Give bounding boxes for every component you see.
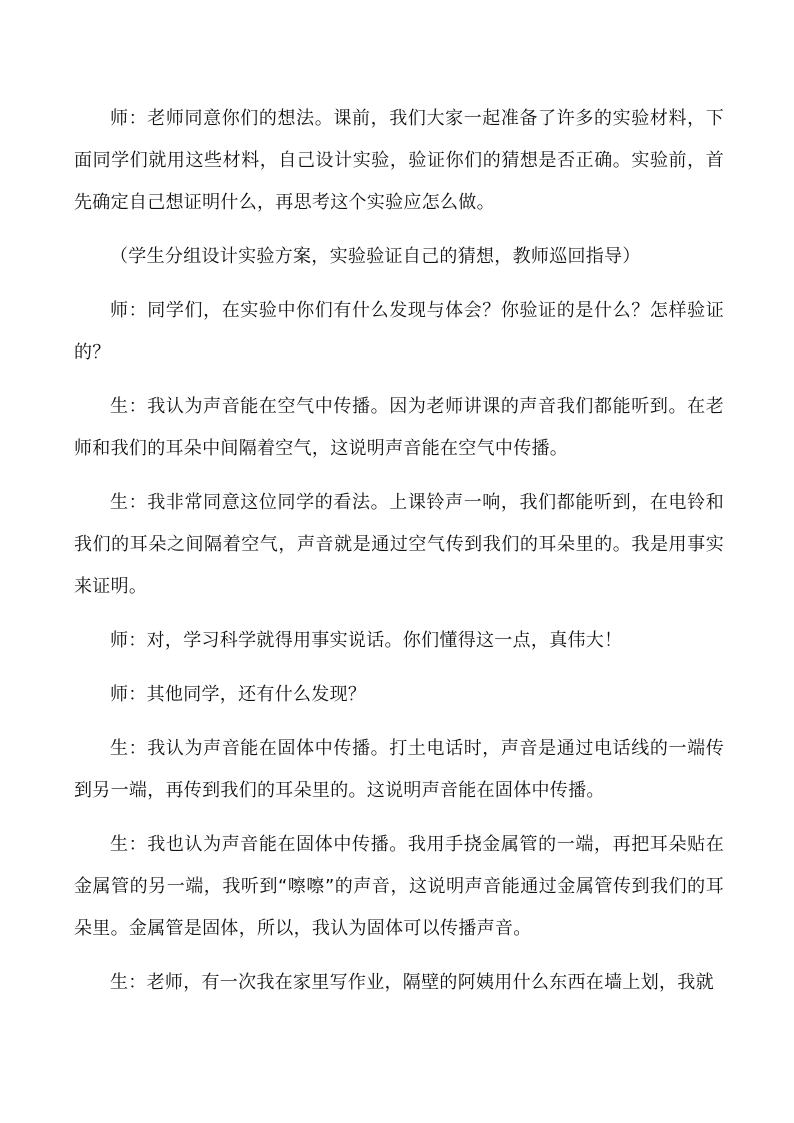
paragraph-teacher-asks: 师：同学们，在实验中你们有什么发现与体会？你验证的是什么？怎样验证的？	[74, 300, 724, 363]
paragraph-group-design: （学生分组设计实验方案，实验验证自己的猜想，教师巡回指导）	[110, 246, 641, 267]
paragraph-teacher-other: 师：其他同学，还有什么发现？	[110, 684, 367, 705]
paragraph-student-air: 生：我认为声音能在空气中传播。因为老师讲课的声音我们都能听到。在老师和我们的耳朵中间隔着空气，这说明声音能在空气中传播。	[74, 396, 724, 459]
paragraph-teacher-agrees: 师：老师同意你们的想法。课前，我们大家一起准备了许多的实验材料，下面同学们就用这些材料，自己设计实验，验证你们的猜想是否正确。实验前，首先确定自己想证明什么，再思考这个实验应怎么做。	[74, 108, 724, 213]
paragraph-teacher-praise: 师：对，学习科学就得用事实说话。你们懂得这一点，真伟大！	[110, 630, 623, 651]
paragraph-student-solid-phone: 生：我认为声音能在固体中传播。打土电话时，声音是通过电话线的一端传到另一端，再传到我们的耳朵里的。这说明声音能在固体中传播。	[74, 738, 724, 801]
paragraph-student-wall: 生：老师，有一次我在家里写作业，隔壁的阿姨用什么东西在墙上划，我就	[110, 972, 714, 993]
paragraph-student-bell: 生：我非常同意这位同学的看法。上课铃声一响，我们都能听到，在电铃和我们的耳朵之间隔着空气，声音就是通过空气传到我们的耳朵里的。我是用事实来证明。	[74, 492, 724, 597]
paragraph-student-metal-pipe: 生：我也认为声音能在固体中传播。我用手挠金属管的一端，再把耳朵贴在金属管的另一端，我听到“嚓嚓”的声音，这说明声音能通过金属管传到我们的耳朵里。金属管是固体，所以，我认为固体可以传播声音。	[74, 834, 724, 939]
